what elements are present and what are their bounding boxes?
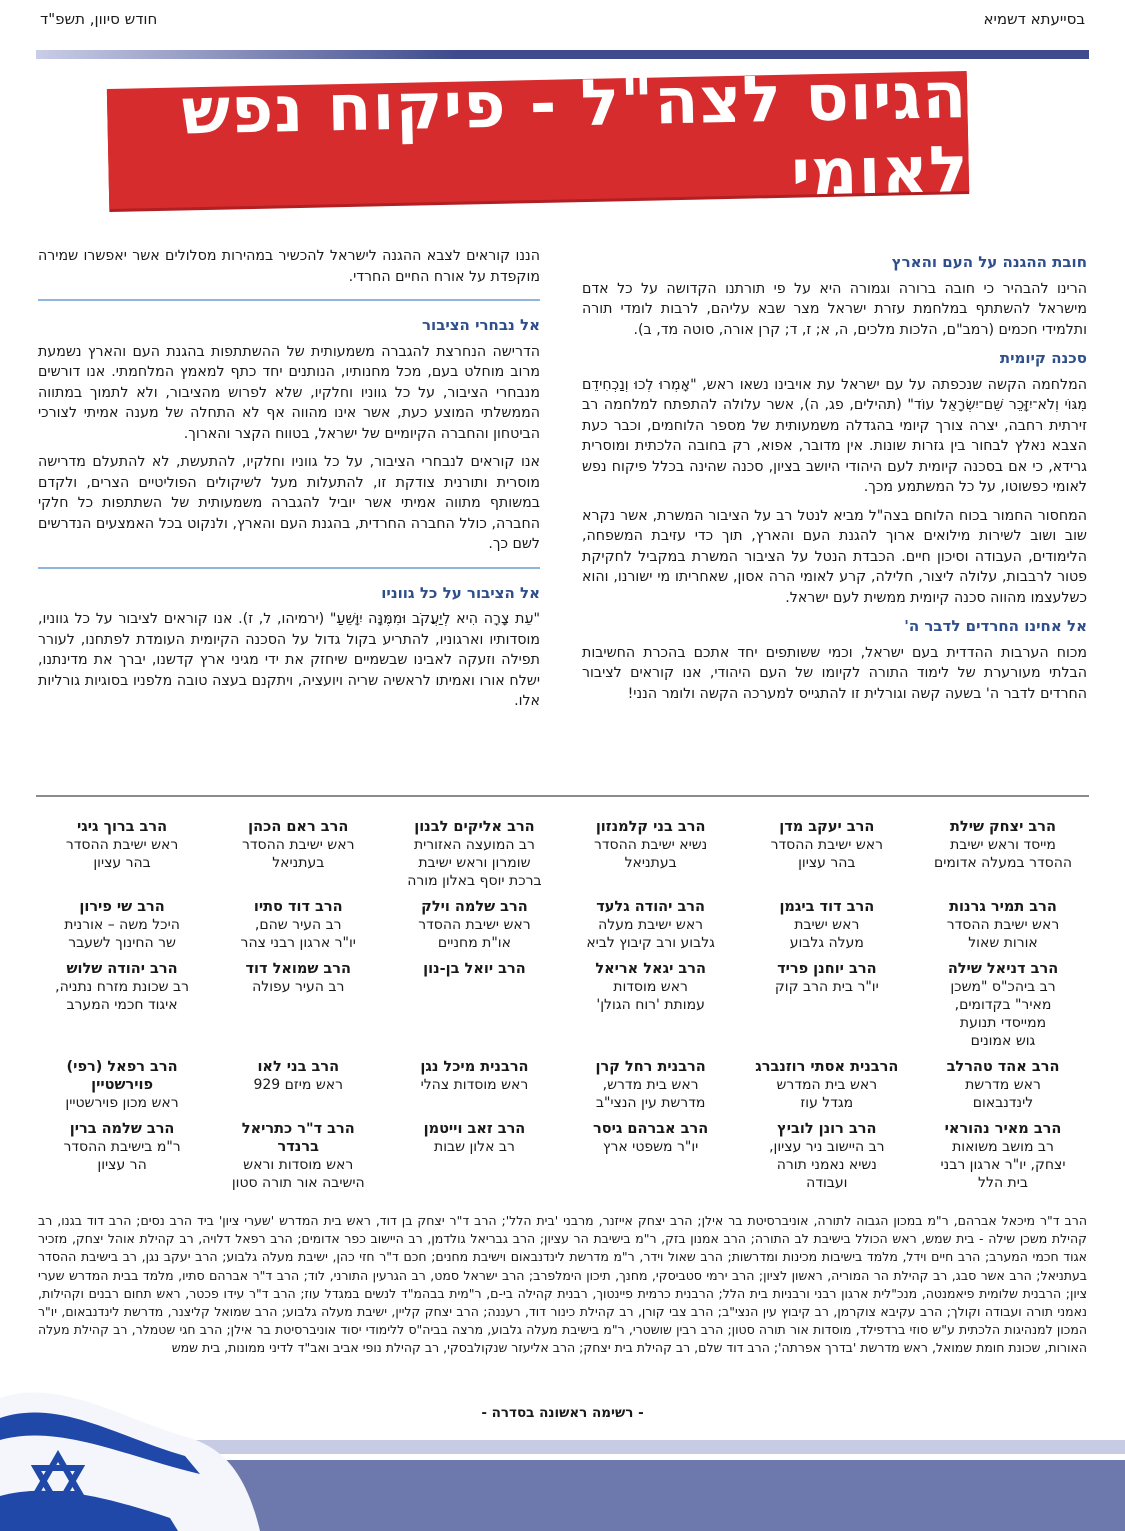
paragraph: אנו קוראים לנבחרי הציבור, על כל גווניו וחלקיו, להתעשת, לא להתעלם מדרישה מוסרית ותורנית צודקת זו, להתעלות מעל לשיקולים הפוליטיים הצרים, ולקדם במשותף מתווה אמיתי אשר יוביל להגברה משמעותית של השתתפות כל חלקי החברה, כולל החברה החרדית, בהגנת העם והארץ, ולנקוט בכל האמצעים הנדרשים לשם כך. — [38, 454, 540, 552]
signer — [741, 898, 913, 952]
signer-role: ראש ישיבת ההסדר בעתניאל — [242, 837, 355, 871]
israel-flag-icon — [0, 1378, 260, 1531]
signer — [212, 1120, 384, 1192]
right-column — [582, 246, 1087, 712]
paragraph: המחסור החמור בכוח הלוחם בצה"ל מביא לנטל רב על הציבור המשרת, אשר נקרא שוב ושוב לשירות מילואים ארוך להגנת העם והארץ, תוך כדי עזיבת המשפחה, הלימודים, העבודה וסיכון חיים. הכבדת הנטל על הציבור המשרת במקביל לחקיקת פטור לרבבות, עלולה ליצור, חלילה, קרע לאומי הרה אסון, שאחריתו מי ישורנו, והוא כשלעצמו מהווה סכנה קיומית ממשית לעם ישראל. — [582, 507, 1087, 606]
signer-name: הרב ברוך גיגי — [77, 819, 168, 835]
signer-role: ראש מוסדות צהלי — [420, 1077, 529, 1093]
signer-role: ראש ישיבת מעלה גלבוע ורב קיבוץ לביא — [586, 917, 715, 951]
signer — [212, 898, 384, 952]
signer — [741, 960, 913, 1050]
signers-row — [36, 1120, 1089, 1200]
section-title: אל נבחרי הציבור — [422, 316, 540, 334]
signer-name: הרב בני קלמנזון — [595, 819, 706, 835]
signer-role: ראש מכון פוירשטיין — [65, 1095, 179, 1111]
signer — [917, 960, 1089, 1050]
additional-signers: הרב ד"ר מיכאל אברהם, ר"מ במכון הגבוה לתורה, אוניברסיטת בר אילן; הרב יצחק אייזנר, מרבני 'בית הלל'; הרב ד"ר יצחק בן דוד, ראש בית המדרש 'שערי ציון' ביד הרב נסים; הרב דוד בגנו, רב קהילת משכן שילה - בית שמש, ראש הכולל בישיבת לב התורה; הרב אמנון בזק, ר"מ בישיבת הר עציון; הרב גבריאל גולדמן, רב היישוב כפר אדומים; הרב רפאל דלויה, רב קהילת אוהל יצחק, מזכיר אגוד חכמי המערב; הרב חיים וידל, מלמד בישיבות מכינות ומדרשות; הרב שאול וידר, ר"מ מדרשת לינדנבאום וישיבת מחנים; חכם ד"ר חזי כהן, ישיבת מעלה גלבוע; הרב יעקב נגן, רב בישיבת ההסדר בעתניאל; הרב אשר סבג, רב קהילת הר המוריה, ראשון לציון; הרב ירמי סטביסקי, מחנך, תיכון הימלפרב; הרב ישראל סמט, רב הגרעין התורני, לוד; הרב ד"ר אברהם סתיו, מלמד בבית המדרש שערי ציון; הרבנית שלומית פיאמנטה, מנכ"לית ארגון רבני ורבניות בית הלל; הרבנית כרמית פיינטוך, רבנית קהילה בי-ם, ר"מית בבהמ"ד לנשים במגדל עוז; הרב ד"ר עידו פכטר, ראש תחום רבנים וקהילות, נאמני תורה ועבודה וקולך; הרב עקיבא צוקרמן, רב קיבוץ עין הנצי"ב; הרב צבי קורן, רב קהילת כינור דוד, רעננה; הרב יצחק קליין, ישיבת מעלה גלבוע; הרב שמואל קליצנר, מדרשת לינדנבאום, יו"ר המכון למנהיגות הלכתית ע"ש סוזי ברדפילד, מוסדות אור תורה סטון; הרב רבין שושטרי, ר"מ בישיבת מעלה גלבוע, מרצה בביה"ס ללימודי יסוד אוניברסיטת בר אילן; הרב חגי שטמלר, רב קהילת מעלה האורות, שכונת חומת שמואל, ראש מדרשת 'בדרך אפרתה'; הרב דוד שלם, רב קהילת בית יצחק; הרב אליעזר שנקולבסקי, רב קהילת נופי אביב ואב"ד לדיני ממונות, בית שמש — [38, 1213, 1087, 1356]
signer-name: הרב ראם הכהן — [248, 819, 349, 835]
signer — [917, 1058, 1089, 1112]
header-right-text: בסייעתא דשמיא — [983, 10, 1085, 28]
signer — [917, 1120, 1089, 1192]
signer-name: הרב יגאל אריאל — [595, 961, 706, 977]
signer-role: יו"ר בית הרב קוק — [774, 979, 879, 995]
signer-role: מייסד וראש ישיבת ההסדר במעלה אדומים — [933, 837, 1073, 871]
signer — [741, 1058, 913, 1112]
paragraph: "עֵת צָרָה הִיא לְיַעֲקֹב וּמִמֶּנָּה יִוָּשֵׁעַ" (ירמיהו, ל, ז). אנו קוראים לציבור על כל גווניו, מוסדותיו וארגוניו, להתריע בקול גדול על הסכנה הקיומית העומדת לפתחנו, לעורר תפילה וזעקה לאבינו שבשמיים שיחזק את ידי מגיני ארץ קדשנו, יברך את מדינתנו, ישלח אורו ואמיתו לראשיה שריה ויועציה, ויתקנם בעצה טובה מלפניו בסוגיות גורליות אלו. — [38, 611, 540, 709]
left-column — [38, 246, 540, 720]
signer-role: ראש מדרשת לינדנבאום — [965, 1077, 1041, 1111]
paragraph: הרינו להבהיר כי חובה ברורה וגמורה היא על פי תורתנו הקדושה על כל אדם מישראל להשתתף במלחמת עזרת ישראל מצר שבא עליהם, לרבות לומדי תורה ותלמידי חכמים (רמב"ם, הלכות מלכים, ה, א; ז, ד; קרן אורה, סוטה מד, ב). — [582, 280, 1087, 338]
signer — [917, 818, 1089, 890]
signer-role: רב העיר שהם, יו"ר ארגון רבני צהר — [240, 917, 356, 951]
signer-name: הרב שמואל דוד — [245, 961, 351, 977]
signer — [388, 898, 560, 952]
signer-role: ראש בית מדרש, מדרשת עין הנצי"ב — [595, 1077, 706, 1111]
paragraph: הדרישה הנחרצת להגברה משמעותית של ההשתתפות בהגנת העם והארץ נשמעת מרוב מוחלט בעם, מכל מחנותיו, הנותנים יחד כתף למאמץ המלחמתי. אנו דורשים מנבחרי הציבור, על כל גווניו וחלקיו, שלא לפרוש מהציבור, ולא לתמוך במתווה הממשלתי המוצע כעת, אשר אינו מהווה אף לא התחלה של מענה אמיתי לצורכי הביטחון והחברה הקיומיים של ישראל, בטווח הקצר והארוך. — [38, 343, 540, 442]
banner-title: הגיוס לצה"ל - פיקוח נפש לאומי — [180, 59, 970, 211]
signer — [388, 1058, 560, 1112]
signer-name: הרב יהודה שלוש — [66, 961, 178, 977]
signer — [565, 1058, 737, 1112]
signer — [565, 1120, 737, 1192]
header-date: חודש סיוון, תשפ"ד — [40, 10, 158, 28]
signer-name: הרב רפאל (רפי) פוירשטיין — [66, 1059, 178, 1093]
signer-name: הרב דניאל שילה — [947, 961, 1059, 977]
signer-name: הרב אברהם גיסר — [593, 1121, 709, 1137]
signer-name: הרבנית רחל קרן — [595, 1059, 706, 1075]
section-title: חובת ההגנה על העם והארץ — [891, 253, 1087, 271]
signer — [917, 898, 1089, 952]
signer-name: הרבנית מיכל נגן — [420, 1059, 529, 1075]
signer — [741, 1120, 913, 1192]
signer-name: הרבנית אסתי רוזנברג — [755, 1059, 899, 1075]
signer — [36, 818, 208, 890]
signer-role: רב שכונת מזרח נתניה, איגוד חכמי המערב — [55, 979, 189, 1013]
signer-role: ראש בית המדרש מגדל עוז — [776, 1077, 878, 1111]
paragraph: מכוח הערבות ההדדית בעם ישראל, וכמי ששותפים יחד אתכם בהכרת החשיבות הבלתי מעורערת של לימוד התורה לקיומו של העם היהודי, אנו קוראים לציבור החרדים לדבר ה' בשעה קשה וגורלית זו להתגייס למערכה הקשה ולומר הנני! — [582, 644, 1087, 702]
signer — [388, 960, 560, 1050]
signer-name: הרב דוד סתיו — [253, 899, 343, 915]
signer-name: הרב תמיר גרנות — [949, 899, 1057, 915]
signer-name: הרב אהד טהרלב — [946, 1059, 1060, 1075]
signers-row — [36, 960, 1089, 1058]
signer-name: הרב בני לאו — [257, 1059, 340, 1075]
signer-role: היכל משה – אורנית שר החינוך לשעבר — [64, 917, 180, 951]
signers-row — [36, 898, 1089, 960]
signer-role: ראש מוסדות עמותת 'רוח הגולן' — [596, 979, 705, 1013]
signer-name: הרב דוד ביגמן — [779, 899, 875, 915]
signer-role: ראש ישיבת ההסדר או"ת מחניים — [418, 917, 531, 951]
top-color-bar — [36, 50, 1089, 59]
signer-role: רב המועצה האזורית שומרון וראש ישיבת ברכת יוסף באלון מורה — [407, 837, 542, 889]
signer-role: ראש מוסדות וראש הישיבה אור תורה סטון — [231, 1157, 365, 1191]
signer — [212, 818, 384, 890]
signer-name: הרב יצחק שילת — [950, 819, 1056, 835]
paragraph: המלחמה הקשה שנכפתה על עם ישראל עת אויבינו נשאו ראש, "אָמְרוּ לְכוּ וְנַכְחִידֵם מִגּוֹי וְלֹא־יִזָּכֵר שֵׁם־יִשְׂרָאֵל עוֹד" (תהילים, פג, ה), אשר עלולה להתפתח למלחמה רב זירתית רחבה, יצרה צורך קיומי בהגדלה משמעותית של מספר הלוחמים, וכבר כעת הצבא נאלץ לבחור בין גזרות שונות. אין מדובר, אפוא, רק בחובה הלכתית ומוסרית גרידא, כי אם בסכנה קיומית לעם היהודי היושב בציון, סכנה שהינה בכלל פיקוח נפש לאומי כפשוטו, על כל המשתמע מכך. — [582, 376, 1087, 495]
signer — [36, 1058, 208, 1112]
signer — [388, 1120, 560, 1192]
section-divider — [38, 567, 540, 569]
signer-name: הרב שי פירון — [79, 899, 165, 915]
signer-role: יו"ר משפטי ארץ — [602, 1139, 699, 1155]
signer — [741, 818, 913, 890]
paragraph: הננו קוראים לצבא ההגנה לישראל להכשיר במהירות מסלולים אשר יאפשרו שמירה מוקפדת על אורח החיים החרדי. — [38, 248, 540, 285]
signer-name: הרב ד"ר כתריאל ברנדר — [241, 1121, 355, 1155]
signer — [212, 960, 384, 1050]
section-title: סכנה קיומית — [999, 349, 1087, 367]
section-divider — [38, 299, 540, 301]
section-title: אל הציבור על כל גווניו — [381, 583, 540, 602]
signers-row — [36, 1058, 1089, 1120]
signers-divider — [36, 795, 1089, 797]
signer-role: נשיא ישיבת ההסדר בעתניאל — [593, 837, 708, 871]
signer-name: הרב יואל בן-נון — [423, 961, 526, 977]
signer — [212, 1058, 384, 1112]
signer-name: הרב שלמה וילק — [421, 899, 528, 915]
signer-name: הרב יוחנן פריד — [777, 961, 877, 977]
signer — [565, 960, 737, 1050]
signer-role: רב אלון שבות — [434, 1139, 515, 1155]
signer-name: הרב רונן לוביץ — [777, 1121, 877, 1137]
section-title: אל אחינו החרדים לדבר ה' — [904, 617, 1087, 635]
signer — [36, 898, 208, 952]
signer-role: ראש ישיבת ההסדר בהר עציון — [770, 837, 884, 871]
signer-role: ראש מיזם 929 — [253, 1077, 344, 1093]
signer-role: ראש ישיבת מעלה גלבוע — [789, 917, 864, 951]
signer-name: הרב יעקב מדן — [779, 819, 875, 835]
signer-role: רב העיר עפולה — [252, 979, 345, 995]
signer-role: רב מושב משואות יצחק, יו"ר ארגון רבני בית הלל — [940, 1139, 1066, 1191]
signer-role: ר"מ בישיבת ההסדר הר עציון — [63, 1139, 181, 1173]
signer-name: הרב יהודה גלעד — [596, 899, 705, 915]
signer-name: הרב מאיר נהוראי — [944, 1121, 1062, 1137]
signers-row — [36, 818, 1089, 898]
signer — [388, 818, 560, 890]
signer — [565, 818, 737, 890]
signer-name: הרב אליקים לבנון — [414, 819, 535, 835]
signer-role: רב היישוב ניר עציון, נשיא נאמני תורה ועבודה — [769, 1139, 885, 1191]
signer — [36, 960, 208, 1050]
signer — [36, 1120, 208, 1192]
signer-role: ראש ישיבת ההסדר אורות שאול — [946, 917, 1060, 951]
signer-name: הרב זאב וייטמן — [423, 1121, 526, 1137]
signer — [565, 898, 737, 952]
signer-role: רב ביהכ"ס "משכן מאיר" בקדומים, ממייסדי תנועת גוש אמונים — [950, 979, 1056, 1049]
signer-name: הרב שלמה ברין — [69, 1121, 175, 1137]
first-list-note: - רשימה ראשונה בסדרה - — [481, 1405, 644, 1421]
signers-grid — [36, 818, 1089, 1200]
signer-role: ראש ישיבת ההסדר בהר עציון — [65, 837, 179, 871]
